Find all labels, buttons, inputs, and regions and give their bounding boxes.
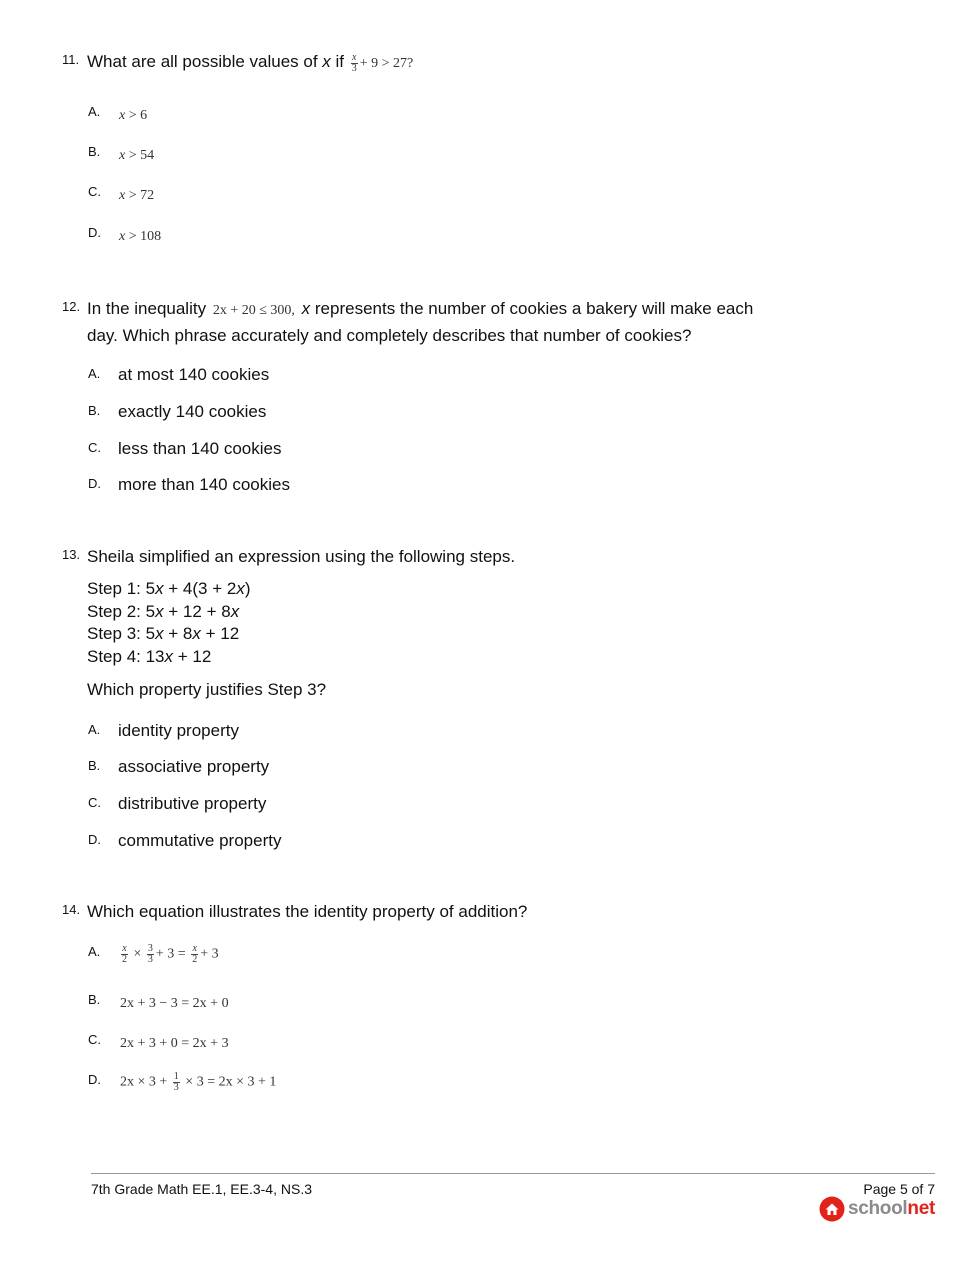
question-prompt: What are all possible values of x if $\frac{x}{3}$ + 9 > 27? <box>87 52 414 75</box>
steps-list <box>87 578 251 668</box>
step-line: Step 2: 5x + 12 + 8x <box>87 601 240 621</box>
sub-question: Which property justifies Step 3? <box>87 680 327 699</box>
question-number: 11. <box>62 52 80 67</box>
question-number: 12. <box>62 299 81 314</box>
footer-course-label: 7th Grade Math EE.1, EE.3-4, NS.3 <box>91 1181 312 1197</box>
house-icon <box>819 1196 845 1222</box>
step-line: Step 4: 13x + 12 <box>87 646 212 666</box>
question-number: 14. <box>62 902 81 917</box>
schoolnet-logo: schoolnet <box>819 1196 935 1222</box>
inequality-math: 2x + 20 ≤ 300, <box>212 303 295 318</box>
footer-divider <box>91 1173 935 1174</box>
question-prompt: Sheila simplified an expression using the following steps. <box>87 547 516 566</box>
step-line: Step 3: 5x + 8x + 12 <box>87 624 240 643</box>
question-number: 13. <box>62 547 81 562</box>
question-prompt: In the inequality 2x + 20 ≤ 300, x represents the number of cookies a bakery will make each day. Which phrase accurately and completely describes that number of cookies? <box>87 299 754 345</box>
inequality-math: $\frac{x}{3}$ + 9 > 27? <box>351 52 414 75</box>
question-prompt: Which equation illustrates the identity property of addition? <box>87 902 528 921</box>
step-line: Step 1: 5x + 4(3 + 2x) <box>87 579 251 598</box>
page-number: Page 5 of 7 <box>863 1181 935 1197</box>
